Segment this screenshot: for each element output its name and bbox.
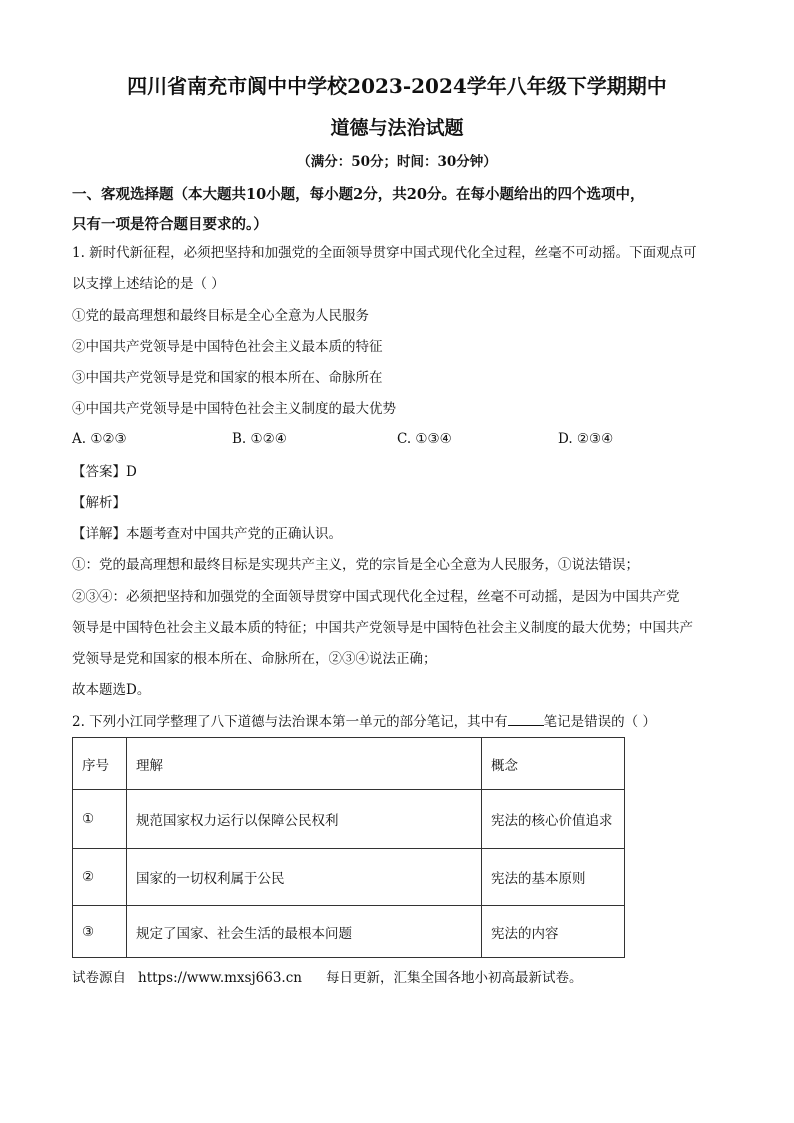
fill-blank [508, 711, 544, 726]
table-cell: 宪法的内容 [482, 906, 625, 958]
table-header-cell: 概念 [482, 738, 625, 790]
q1-explain-line1: ①：党的最高理想和最终目标是实现共产主义，党的宗旨是全心全意为人民服务，①说法错误； [72, 557, 639, 573]
q1-explain-line3: 领导是中国特色社会主义最本质的特征；中国共产党领导是中国特色社会主义制度的最大优势；中国共产 [72, 620, 693, 636]
q1-option-b[interactable]: B. ①②④ [232, 431, 287, 447]
analysis-tag: 【解析】 [72, 495, 126, 511]
answer-tag: 【答案】 [72, 464, 126, 480]
table-cell: 宪法的基本原则 [482, 849, 625, 906]
table-cell: ① [73, 790, 127, 849]
detail-tag: 【详解】 [72, 526, 126, 542]
q1-answer [72, 462, 732, 482]
table-row [73, 790, 625, 849]
section-heading-line2: 只有一项是符合题目要求的。） [72, 216, 268, 233]
q1-stem-line2: 以支撑上述结论的是（ ） [72, 276, 225, 292]
source-link[interactable]: https://www.mxsj663.cn [138, 970, 302, 986]
q2-stem-after: 笔记是错误的（ ） [543, 714, 656, 730]
q1-stem-line1: 1. 新时代新征程，必须把坚持和加强党的全面领导贯穿中国式现代化全过程，丝毫不可动摇。下面观点可 [72, 245, 697, 261]
table-row [73, 906, 625, 958]
table-cell: ② [73, 849, 127, 906]
q1-analysis-tag [72, 493, 732, 513]
q1-option-c[interactable]: C. ①③④ [397, 431, 452, 447]
q2-stem-before: 2. 下列小江同学整理了八下道德与法治课本第一单元的部分笔记，其中有 [72, 714, 508, 730]
q1-statement-2: ②中国共产党领导是中国特色社会主义最本质的特征 [72, 339, 383, 355]
footer-slogan: 每日更新，汇集全国各地小初高最新试卷。 [325, 970, 583, 986]
q1-detail [72, 524, 732, 544]
document-title: 四川省南充市阆中中学校2023-2024学年八年级下学期期中 [127, 74, 667, 98]
table-cell: ③ [73, 906, 127, 958]
q1-option-d[interactable]: D. ②③④ [558, 431, 614, 447]
source-label: 试卷源自 [72, 970, 126, 986]
q1-statement-4: ④中国共产党领导是中国特色社会主义制度的最大优势 [72, 401, 396, 417]
table-header-row [73, 738, 625, 790]
q1-statement-1: ①党的最高理想和最终目标是全心全意为人民服务 [72, 308, 369, 324]
table-header-cell: 理解 [127, 738, 482, 790]
q1-option-a[interactable]: A. ①②③ [72, 431, 127, 447]
section-heading-line1: 一、客观选择题（本大题共10小题，每小题2分，共20分。在每小题给出的四个选项中， [72, 186, 645, 203]
section-heading [72, 180, 732, 240]
source-footer [72, 966, 582, 986]
notes-table [72, 737, 625, 958]
table-cell: 宪法的核心价值追求 [482, 790, 625, 849]
q1-explain-line2: ②③④：必须把坚持和加强党的全面领导贯穿中国式现代化全过程，丝毫不可动摇，是因为中国共产党 [72, 589, 680, 605]
answer-value: D [126, 464, 137, 480]
detail-text: 本题考查对中国共产党的正确认识。 [126, 526, 342, 542]
q1-statement-3: ③中国共产党领导是党和国家的根本所在、命脉所在 [72, 370, 383, 386]
table-cell: 规定了国家、社会生活的最根本问题 [127, 906, 482, 958]
table-cell: 规范国家权力运行以保障公民权利 [127, 790, 482, 849]
exam-meta: （满分：50分；时间：30分钟） [297, 154, 497, 170]
q1-explain-line4: 党领导是党和国家的根本所在、命脉所在，②③④说法正确； [72, 651, 437, 667]
document-subject: 道德与法治试题 [330, 117, 464, 139]
table-header-cell: 序号 [73, 738, 127, 790]
table-row [73, 849, 625, 906]
q2-stem [72, 711, 732, 732]
q1-conclusion: 故本题选D。 [72, 682, 151, 698]
table-cell: 国家的一切权利属于公民 [127, 849, 482, 906]
